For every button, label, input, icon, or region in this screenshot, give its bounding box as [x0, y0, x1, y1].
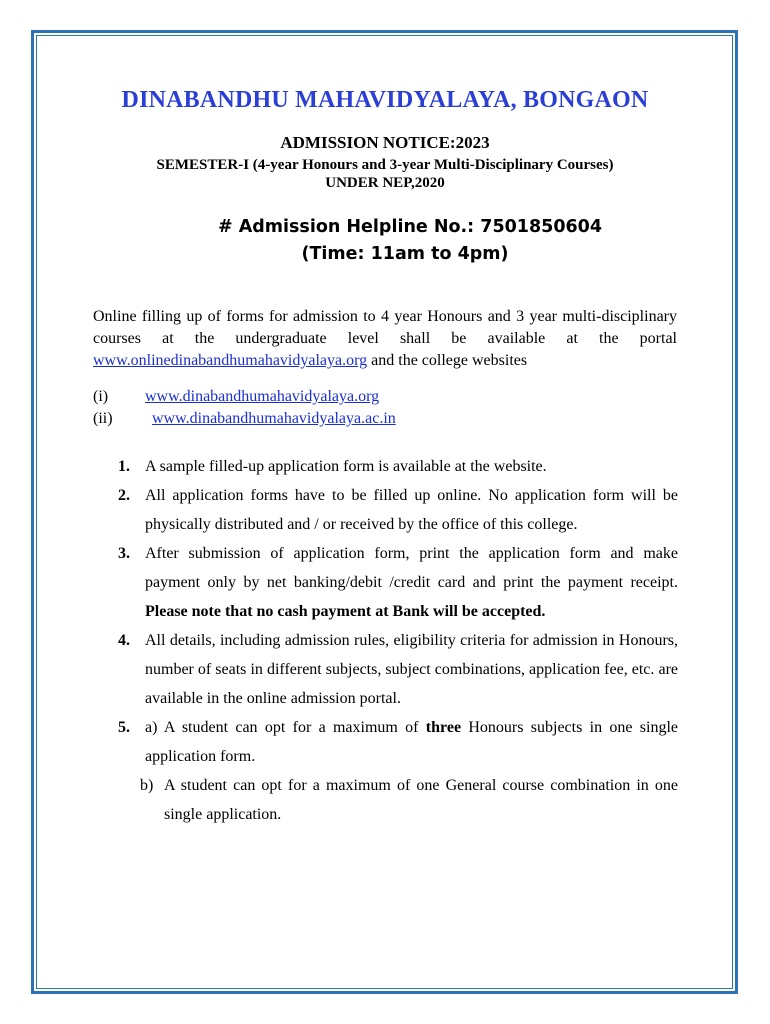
instruction-item: [118, 452, 678, 481]
instruction-number: 3.: [118, 545, 130, 562]
instruction-item: [118, 713, 678, 771]
helpline-time: (Time: 11am to 4pm): [301, 244, 509, 264]
instruction-number: 5.: [118, 719, 130, 736]
notice-title: ADMISSION NOTICE:2023: [280, 133, 490, 152]
instruction-text: A sample filled-up application form is available at the website.: [145, 458, 547, 475]
instruction-text-a: [145, 713, 678, 771]
instruction-text-plain: Honours subjects in one single application form.: [145, 719, 678, 765]
instruction-text-plain: a) A student can opt for a maximum of: [145, 719, 426, 736]
subitem-text: A student can opt for a maximum of one General course combination in one single application.: [164, 777, 678, 823]
intro-text-end: and the college websites: [367, 352, 528, 369]
instruction-text: All details, including admission rules, eligibility criteria for admission in Honours, number of seats in different subjects, subject combinations, application fee, etc. are available in the online admission portal.: [145, 632, 678, 707]
instruction-number: 2.: [118, 487, 130, 504]
instruction-item: [118, 539, 678, 626]
instruction-list: [118, 452, 678, 829]
subitem-letter: b): [140, 777, 154, 794]
website-number: (i): [93, 388, 109, 405]
helpline-number: # Admission Helpline No.: 7501850604: [217, 217, 603, 237]
instruction-number: 4.: [118, 632, 130, 649]
instruction-text: [145, 539, 678, 626]
nep-subtitle: UNDER NEP,2020: [325, 175, 445, 191]
website-item: [93, 386, 677, 408]
intro-text: Online filling up of forms for admission to 4 year Honours and 3 year multi-disciplinary courses at the undergraduate level shall be available at the portal: [93, 308, 677, 347]
instruction-subitem: [118, 771, 678, 829]
website-link[interactable]: www.dinabandhumahavidyalaya.ac.in: [152, 410, 396, 427]
instruction-text: All application forms have to be filled up online. No application form will be physically distributed and / or received by the office of this college.: [145, 487, 678, 533]
college-name: DINABANDHU MAHAVIDYALAYA, BONGAON: [121, 87, 649, 113]
website-number: (ii): [93, 410, 113, 427]
instruction-number: 1.: [118, 458, 130, 475]
website-link[interactable]: www.dinabandhumahavidyalaya.org: [145, 388, 380, 405]
portal-link[interactable]: www.onlinedinabandhumahavidyalaya.org: [93, 352, 368, 369]
semester-subtitle: SEMESTER-I (4-year Honours and 3-year Multi-Disciplinary Courses): [156, 157, 614, 173]
instruction-item: [118, 626, 678, 713]
intro-paragraph: [93, 306, 677, 372]
website-list: [93, 386, 677, 430]
instruction-text-plain: After submission of application form, print the application form and make payment only by net banking/debit /credit card and print the payment receipt.: [145, 545, 678, 591]
website-item: [93, 408, 677, 430]
instruction-item: [118, 481, 678, 539]
instruction-text-bold: Please note that no cash payment at Bank will be accepted.: [145, 603, 546, 620]
instruction-text-bold: three: [425, 719, 462, 736]
